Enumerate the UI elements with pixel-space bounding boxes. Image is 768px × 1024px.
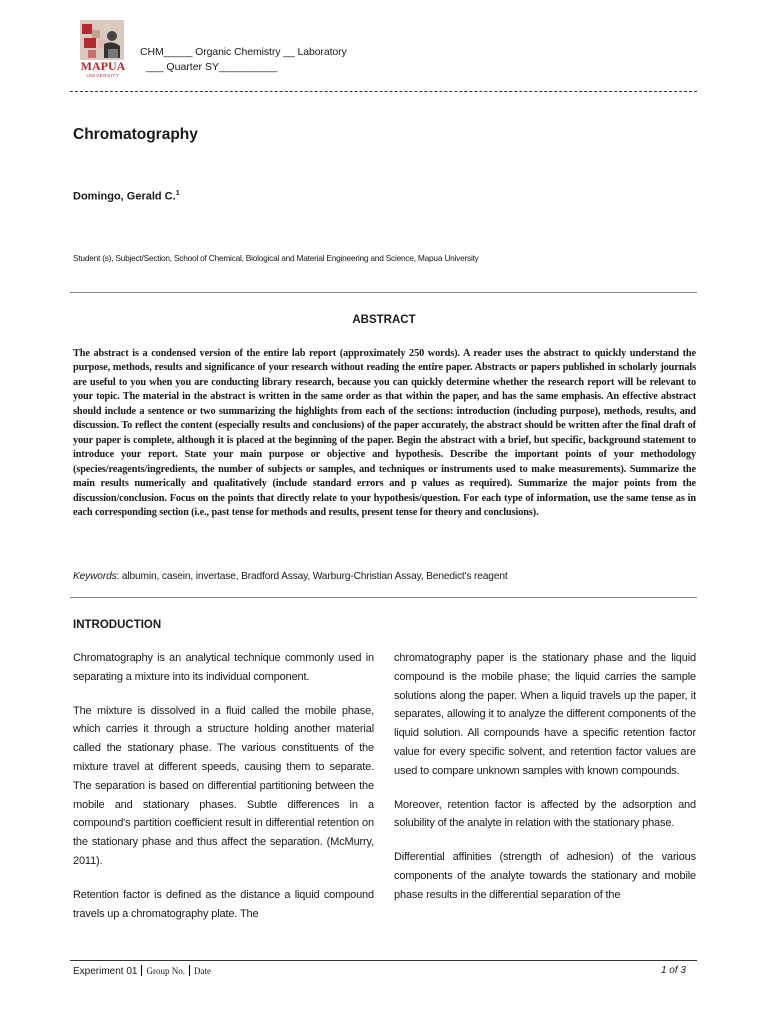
mapua-seal-icon bbox=[74, 16, 132, 86]
introduction-heading: INTRODUCTION bbox=[73, 619, 162, 631]
abstract-heading: ABSTRACT bbox=[352, 314, 416, 326]
column-right bbox=[394, 649, 696, 920]
footer-group: Group No. bbox=[146, 966, 185, 976]
keywords-label: Keywords bbox=[73, 571, 117, 582]
author-superscript: 1 bbox=[175, 190, 180, 197]
divider-bottom bbox=[70, 597, 697, 598]
paragraph: Moreover, retention factor is affected by the adsorption and solubility of the analyte in relation with the stationary phase. bbox=[394, 798, 696, 830]
course-line: CHM_____ Organic Chemistry __ Laboratory bbox=[140, 46, 347, 58]
paper-title: Chromatography bbox=[73, 126, 198, 143]
footer-date: Date bbox=[193, 966, 211, 976]
footer-info bbox=[73, 965, 211, 977]
author-line bbox=[73, 190, 180, 203]
footer-divider bbox=[70, 960, 697, 961]
paragraph: Differential affinities (strength of adhesion) of the various components of the analyte towards the stationary and mobile phase results in the differential separation of the bbox=[394, 851, 696, 901]
footer-experiment: Experiment 01 bbox=[73, 966, 138, 977]
paragraph: The mixture is dissolved in a fluid called the mobile phase, which carries it through a structure holding another material called the stationary phase. The various constituents of the mixture travel at different speeds, causing them to separate. The separation is based on differential partitioning between the mobile and stationary phases. Subtle differences in a compound's partition coefficient result in differential retention on the stationary phase and thus affect the separation. (McMurry, 2011). bbox=[73, 704, 374, 867]
footer-separator bbox=[141, 965, 142, 976]
paragraph: Chromatography is an analytical technique commonly used in separating a mixture into its individual component. bbox=[73, 652, 374, 683]
mapua-logo bbox=[74, 16, 132, 86]
svg-text:UNIVERSITY: UNIVERSITY bbox=[86, 73, 120, 78]
keywords-text: : albumin, casein, invertase, Bradford Assay, Warburg-Christian Assay, Benedict's reagent bbox=[116, 571, 508, 582]
author-affiliation: Student (s), Subject/Section, School of Chemical, Biological and Material Engineering and Science, Mapua University bbox=[73, 253, 479, 263]
svg-text:MAPUA: MAPUA bbox=[80, 59, 126, 73]
page-number: 1 of 3 bbox=[660, 965, 686, 976]
keywords-line bbox=[73, 571, 696, 582]
footer-separator bbox=[189, 965, 190, 976]
paragraph: chromatography paper is the stationary phase and the liquid compound is the mobile phase; the liquid carries the sample solutions along the paper. When a liquid travels up the paper, it separates, allowing it to analyze the different components of the liquid solution. All compounds have a specific retention factor value for every specific solvent, and retention factor values are used to compare unknown samples with known compounds. bbox=[394, 652, 696, 777]
quarter-line: ___ Quarter SY__________ bbox=[146, 61, 278, 73]
header-divider bbox=[70, 91, 697, 92]
divider-top bbox=[70, 292, 697, 293]
column-left bbox=[73, 649, 374, 938]
author-name: Domingo, Gerald C. bbox=[73, 190, 176, 203]
paragraph: Retention factor is defined as the distance a liquid compound travels up a chromatography plate. The bbox=[73, 888, 374, 920]
abstract-body: The abstract is a condensed version of the entire lab report (approximately 250 words). A reader uses the abstract to quickly understand the purpose, methods, results and significance of your research without reading the entire paper. Abstracts or papers published in scholarly journals are useful to you when you are conducting library research, because you can quickly determine whether the research report will be relevant to your topic. The material in the abstract is written in the same order as that within the paper, and has the same emphasis. An effective abstract should include a sentence or two summarizing the highlights from each of the sections: introduction (including purpose), methods, results, and discussion. To reflect the content (especially results and conclusions) of the paper accurately, the abstract should be written after the final draft of your paper is complete, although it is placed at the beginning of the paper. Begin the abstract with a brief, but specific, background statement to introduce your report. State your main purpose or objective and hypothesis. Describe the important points of your methodology (species/reagents/ingredients, the number of subjects or samples, and techniques or instruments used to make measurements). Summarize the main results numerically and qualitatively (include standard errors and p values as required). Summarize the major points from the discussion/conclusion. Focus on the points that directly relate to your hypothesis/question. For each type of information, use the same tense as in each corresponding section (i.e., past tense for methods and results, present tense for theory and conclusions). bbox=[73, 348, 696, 518]
